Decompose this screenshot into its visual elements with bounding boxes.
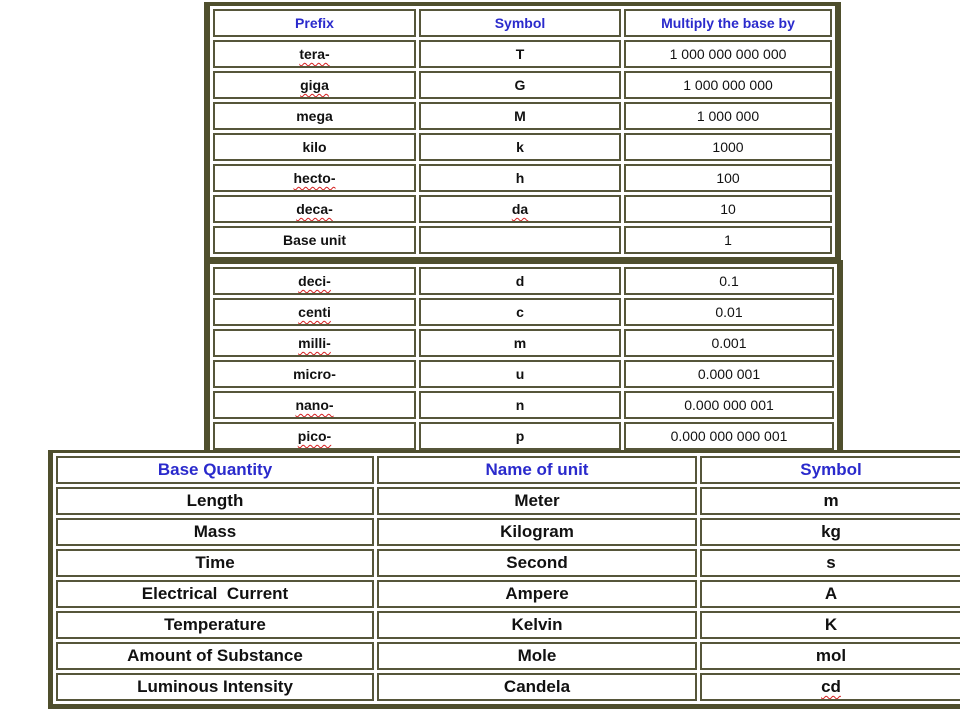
quantity-cell: Amount of Substance	[56, 642, 374, 670]
multiplier-cell: 0.000 000 001	[624, 391, 834, 419]
prefix-text: hecto-	[293, 170, 336, 186]
prefix-text: deca-	[296, 201, 333, 217]
table-row	[213, 195, 832, 223]
unit-cell: Kelvin	[377, 611, 697, 639]
header-prefix: Prefix	[213, 9, 416, 37]
quantity-cell: Luminous Intensity	[56, 673, 374, 701]
multiplier-cell: 1	[624, 226, 832, 254]
prefix-cell	[213, 71, 416, 99]
table-row	[56, 487, 960, 515]
table-row	[56, 673, 960, 701]
multiplier-cell: 1 000 000	[624, 102, 832, 130]
multiplier-cell: 10	[624, 195, 832, 223]
unit-cell: Second	[377, 549, 697, 577]
table-row	[213, 422, 834, 450]
symbol-cell: kg	[700, 518, 960, 546]
prefix-table-header-row	[213, 9, 832, 37]
prefix-text: milli-	[298, 335, 331, 351]
table-row	[213, 40, 832, 68]
prefix-cell: micro-	[213, 360, 416, 388]
multiplier-cell	[624, 40, 832, 68]
multiplier-cell: 0.01	[624, 298, 834, 326]
table-row	[213, 102, 832, 130]
symbol-cell: m	[700, 487, 960, 515]
symbol-cell	[419, 226, 621, 254]
prefix-text: giga	[300, 77, 329, 93]
prefix-cell: mega	[213, 102, 416, 130]
prefix-text: deci-	[298, 273, 331, 289]
multiplier-cell: 0.001	[624, 329, 834, 357]
prefix-text: nano-	[295, 397, 334, 413]
symbol-cell: d	[419, 267, 621, 295]
table-row	[56, 580, 960, 608]
header-symbol: Symbol	[700, 456, 960, 484]
base-table-header-row	[56, 456, 960, 484]
quantity-cell: Time	[56, 549, 374, 577]
symbol-cell	[700, 673, 960, 701]
symbol-cell: n	[419, 391, 621, 419]
multiplier-cell: 1000	[624, 133, 832, 161]
header-multiplier: Multiply the base by	[624, 9, 832, 37]
prefix-cell	[213, 422, 416, 450]
prefix-text: tera-	[299, 46, 330, 62]
table-row	[213, 391, 834, 419]
table-row	[213, 267, 834, 295]
base-quantity-table	[48, 450, 960, 709]
symbol-cell: m	[419, 329, 621, 357]
symbol-cell: p	[419, 422, 621, 450]
multiplier-text: 1 000 000 000 000	[669, 46, 787, 62]
prefix-table-lower	[204, 260, 843, 453]
table-row	[56, 611, 960, 639]
symbol-cell	[419, 195, 621, 223]
quantity-cell: Mass	[56, 518, 374, 546]
header-name-of-unit: Name of unit	[377, 456, 697, 484]
table-row	[213, 298, 834, 326]
header-base-quantity: Base Quantity	[56, 456, 374, 484]
table-row	[213, 226, 832, 254]
prefix-cell	[213, 195, 416, 223]
prefix-cell	[213, 298, 416, 326]
table-row	[213, 133, 832, 161]
prefix-cell	[213, 267, 416, 295]
symbol-cell: c	[419, 298, 621, 326]
prefix-cell: Base unit	[213, 226, 416, 254]
prefix-cell: kilo	[213, 133, 416, 161]
symbol-cell: K	[700, 611, 960, 639]
unit-cell: Mole	[377, 642, 697, 670]
unit-cell: Meter	[377, 487, 697, 515]
quantity-cell: Electrical Current	[56, 580, 374, 608]
symbol-cell: A	[700, 580, 960, 608]
symbol-cell: h	[419, 164, 621, 192]
prefix-cell	[213, 329, 416, 357]
symbol-cell: u	[419, 360, 621, 388]
symbol-text: cd	[821, 677, 841, 696]
symbol-cell: mol	[700, 642, 960, 670]
multiplier-cell: 0.000 001	[624, 360, 834, 388]
unit-cell: Candela	[377, 673, 697, 701]
symbol-text: da	[511, 201, 529, 217]
table-row	[213, 329, 834, 357]
unit-cell: Kilogram	[377, 518, 697, 546]
table-row	[213, 360, 834, 388]
prefix-table-upper	[204, 2, 841, 261]
prefix-cell	[213, 391, 416, 419]
prefix-cell	[213, 164, 416, 192]
multiplier-cell: 1 000 000 000	[624, 71, 832, 99]
prefix-cell	[213, 40, 416, 68]
multiplier-cell: 0.000 000 000 001	[624, 422, 834, 450]
prefix-text: pico-	[297, 428, 332, 444]
quantity-cell: Length	[56, 487, 374, 515]
header-symbol: Symbol	[419, 9, 621, 37]
symbol-cell: G	[419, 71, 621, 99]
table-row	[213, 71, 832, 99]
unit-cell: Ampere	[377, 580, 697, 608]
table-row	[56, 549, 960, 577]
multiplier-cell: 0.1	[624, 267, 834, 295]
table-row	[213, 164, 832, 192]
symbol-cell: k	[419, 133, 621, 161]
symbol-cell: M	[419, 102, 621, 130]
quantity-cell: Temperature	[56, 611, 374, 639]
symbol-cell: T	[419, 40, 621, 68]
symbol-cell: s	[700, 549, 960, 577]
multiplier-cell: 100	[624, 164, 832, 192]
prefix-text: centi	[298, 304, 331, 320]
table-row	[56, 642, 960, 670]
table-row	[56, 518, 960, 546]
